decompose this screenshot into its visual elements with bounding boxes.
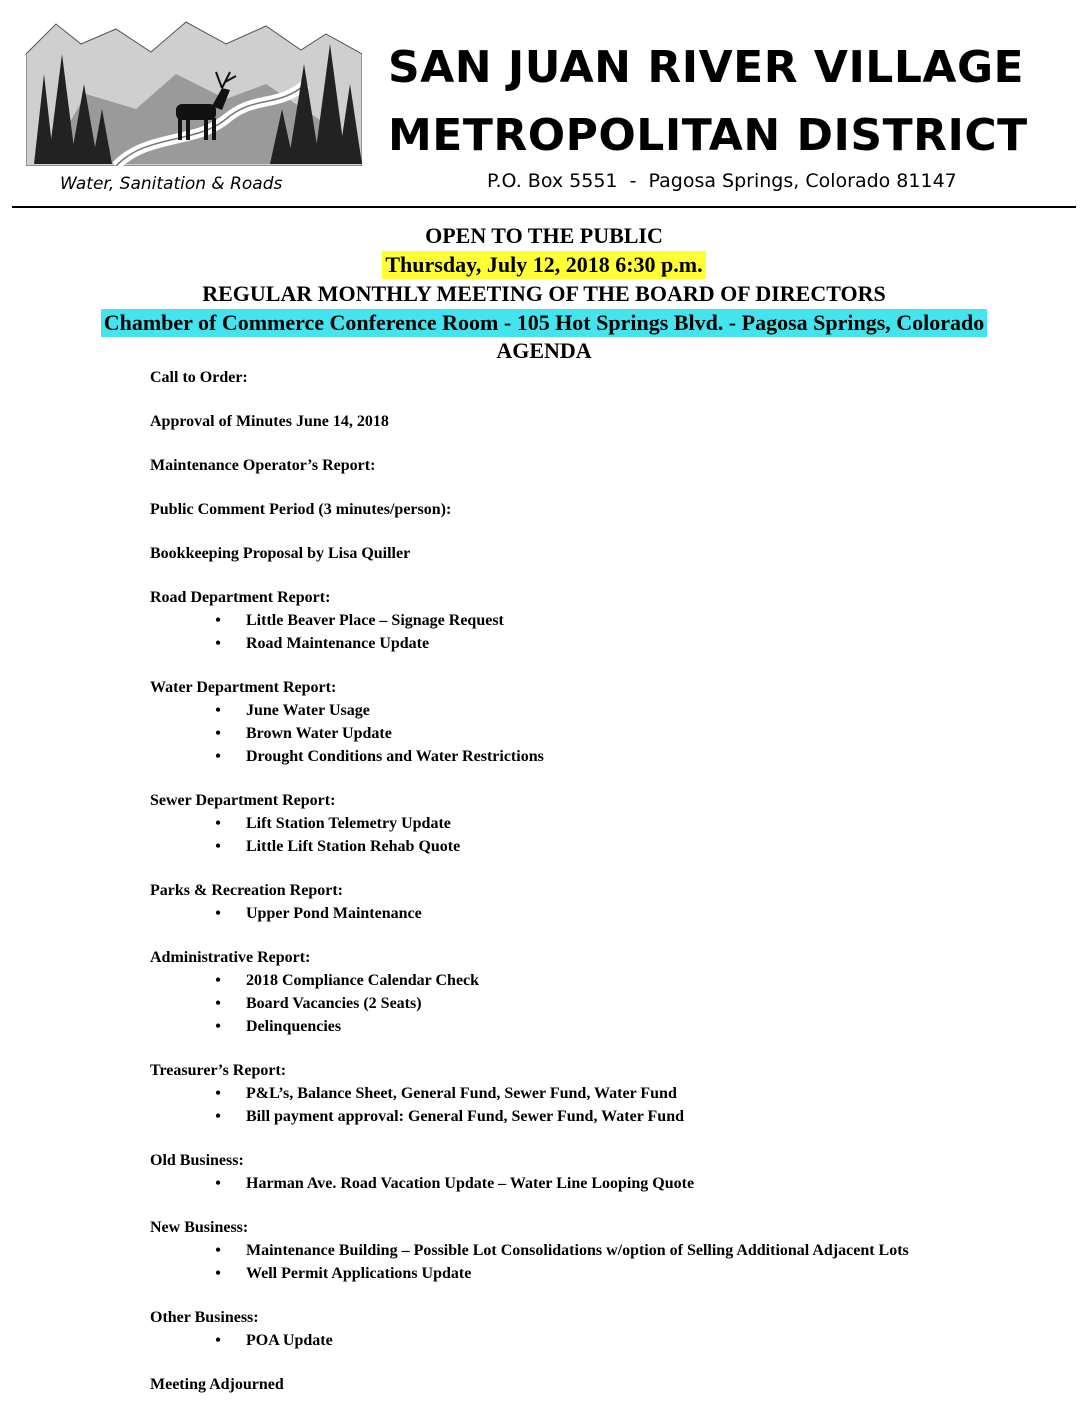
agenda-bullet-text: Harman Ave. Road Vacation Update – Water Line Looping Quote (246, 1175, 695, 1192)
meeting-location-line (0, 309, 1088, 337)
meeting-location: Chamber of Commerce Conference Room - 105 Hot Springs Blvd. - Pagosa Springs, Colorado (101, 309, 988, 337)
bullet-icon: • (215, 635, 221, 652)
agenda-bullet-item (150, 1239, 1070, 1262)
open-to-public-text: OPEN TO THE PUBLIC (425, 223, 663, 248)
bullet-icon: • (215, 905, 221, 922)
agenda-bullet-item (150, 632, 1070, 655)
agenda-bullet-item (150, 1262, 1070, 1285)
bullet-icon: • (215, 1332, 221, 1349)
district-logo (26, 14, 362, 166)
agenda-list (150, 366, 1070, 1417)
agenda-bullet-item (150, 812, 1070, 835)
agenda-section-title: Treasurer’s Report: (150, 1062, 287, 1079)
agenda-bullet-text: POA Update (246, 1332, 333, 1349)
agenda-bullet-text: Little Beaver Place – Signage Request (246, 612, 504, 629)
agenda-section-title: Administrative Report: (150, 949, 311, 966)
agenda-bullet-text: Well Permit Applications Update (246, 1265, 472, 1282)
open-to-public-heading (0, 222, 1088, 250)
agenda-section (150, 498, 1070, 521)
agenda-bullet-text: June Water Usage (246, 702, 370, 719)
agenda-section-title: Old Business: (150, 1152, 244, 1169)
agenda-bullet-item (150, 722, 1070, 745)
meeting-datetime: Thursday, July 12, 2018 6:30 p.m. (382, 251, 705, 279)
agenda-section (150, 676, 1070, 768)
agenda-section (150, 454, 1070, 477)
agenda-section-title: Water Department Report: (150, 679, 337, 696)
district-tagline: Water, Sanitation & Roads (60, 174, 283, 194)
agenda-section-title: Other Business: (150, 1309, 259, 1326)
agenda-bullet-item (150, 969, 1070, 992)
bullet-icon: • (215, 1175, 221, 1192)
agenda-bullet-text: Upper Pond Maintenance (246, 905, 422, 922)
agenda-bullet-text: Little Lift Station Rehab Quote (246, 838, 461, 855)
bullet-icon: • (215, 748, 221, 765)
agenda-section (150, 789, 1070, 858)
meeting-title-line (0, 280, 1088, 308)
agenda-section-title: Bookkeeping Proposal by Lisa Quiller (150, 545, 411, 562)
agenda-bullet-item (150, 902, 1070, 925)
bullet-icon: • (215, 1265, 221, 1282)
agenda-heading (0, 337, 1088, 365)
agenda-section-title: New Business: (150, 1219, 249, 1236)
agenda-bullet-text: P&L’s, Balance Sheet, General Fund, Sewer Fund, Water Fund (246, 1085, 677, 1102)
agenda-bullet-text: Road Maintenance Update (246, 635, 430, 652)
bullet-icon: • (215, 1108, 221, 1125)
agenda-bullet-item (150, 835, 1070, 858)
bullet-icon: • (215, 815, 221, 832)
district-title-line1: SAN JUAN RIVER VILLAGE (388, 42, 1025, 93)
agenda-section-title: Public Comment Period (3 minutes/person): (150, 501, 452, 518)
agenda-bullet-text: Drought Conditions and Water Restrictions (246, 748, 544, 765)
agenda-bullet-text: 2018 Compliance Calendar Check (246, 972, 480, 989)
agenda-section-title: Road Department Report: (150, 589, 331, 606)
agenda-bullet-item (150, 1015, 1070, 1038)
agenda-bullet-item (150, 1329, 1070, 1352)
agenda-bullet-text: Bill payment approval: General Fund, Sewer Fund, Water Fund (246, 1108, 684, 1125)
agenda-bullet-item (150, 609, 1070, 632)
bullet-icon: • (215, 725, 221, 742)
agenda-section-title: Approval of Minutes June 14, 2018 (150, 413, 389, 430)
agenda-bullet-item (150, 1105, 1070, 1128)
agenda-section-title: Parks & Recreation Report: (150, 882, 343, 899)
agenda-section (150, 1059, 1070, 1128)
agenda-bullet-item (150, 1082, 1070, 1105)
agenda-section (150, 1216, 1070, 1285)
agenda-section (150, 586, 1070, 655)
agenda-bullet-text: Brown Water Update (246, 725, 392, 742)
agenda-bullet-text: Delinquencies (246, 1018, 342, 1035)
agenda-bullet-item (150, 1172, 1070, 1195)
agenda-bullet-item (150, 745, 1070, 768)
agenda-bullet-text: Maintenance Building – Possible Lot Consolidations w/option of Selling Additional Adjacent Lots (246, 1242, 909, 1259)
agenda-section-title: Sewer Department Report: (150, 792, 336, 809)
agenda-section-title: Meeting Adjourned (150, 1376, 284, 1393)
bullet-icon: • (215, 972, 221, 989)
agenda-bullet-text: Lift Station Telemetry Update (246, 815, 451, 832)
agenda-section (150, 366, 1070, 389)
agenda-label: AGENDA (496, 338, 592, 363)
bullet-icon: • (215, 1018, 221, 1035)
bullet-icon: • (215, 838, 221, 855)
bullet-icon: • (215, 1242, 221, 1259)
district-address: P.O. Box 5551 - Pagosa Springs, Colorado 81147 (487, 170, 957, 192)
agenda-section (150, 410, 1070, 433)
agenda-bullet-text: Board Vacancies (2 Seats) (246, 995, 422, 1012)
bullet-icon: • (215, 612, 221, 629)
agenda-section (150, 1306, 1070, 1352)
district-title-line2: METROPOLITAN DISTRICT (388, 110, 1028, 161)
agenda-section-title: Maintenance Operator’s Report: (150, 457, 376, 474)
agenda-bullet-item (150, 992, 1070, 1015)
agenda-section (150, 879, 1070, 925)
letterhead-divider (12, 206, 1076, 208)
agenda-section (150, 1149, 1070, 1195)
bullet-icon: • (215, 995, 221, 1012)
meeting-title: REGULAR MONTHLY MEETING OF THE BOARD OF DIRECTORS (202, 281, 886, 306)
agenda-section-title: Call to Order: (150, 369, 248, 386)
agenda-section (150, 1373, 1070, 1396)
agenda-section (150, 542, 1070, 565)
bullet-icon: • (215, 1085, 221, 1102)
meeting-datetime-line (0, 251, 1088, 279)
bullet-icon: • (215, 702, 221, 719)
agenda-section (150, 946, 1070, 1038)
agenda-bullet-item (150, 699, 1070, 722)
